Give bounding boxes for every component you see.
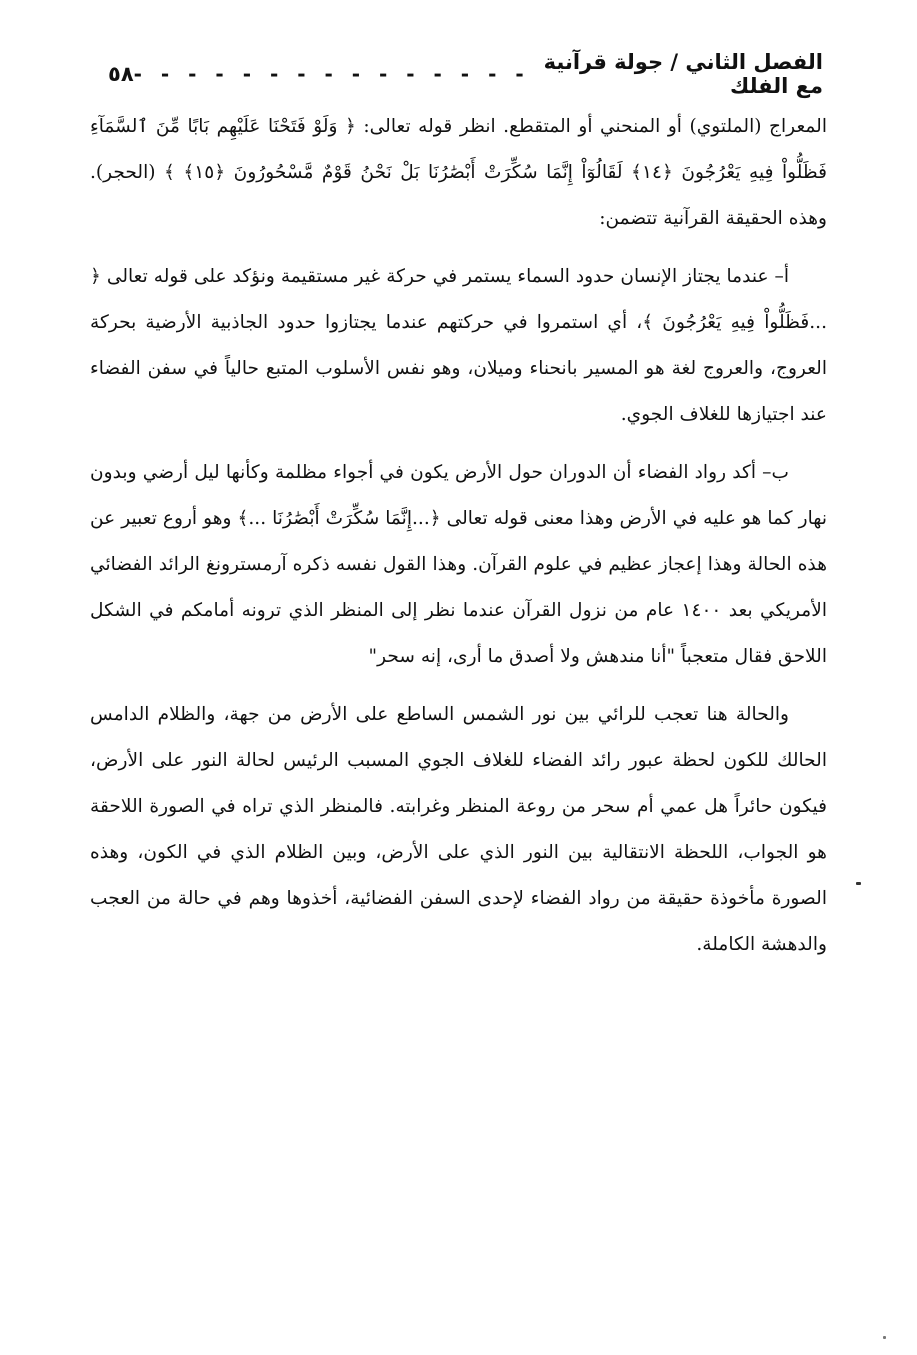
page-body	[90, 104, 827, 980]
paragraph-explanation: والحالة هنا تعجب للرائي بين نور الشمس الساطع على الأرض من جهة، والظلام الدامس الحالك للكون لحظة عبور رائد الفضاء للغلاف الجوي المسبب الرئيس لحالة النور على الأرض، فيكون حائراً هل عمي أم سحر من روعة المنظر وغرابته. فالمنظر الذي تراه في الصورة اللاحقة هو الجواب، اللحظة الانتقالية بين النور الذي على الأرض، وبين الظلام الذي في الكون، وهذه الصورة مأخوذة حقيقة من رواد الفضاء لإحدى السفن الفضائية، أخذوها وهم في حالة من العجب والدهشة الكاملة.	[90, 704, 827, 955]
page-header	[90, 50, 827, 98]
corner-speck	[883, 1336, 886, 1339]
header-dot-leader: - - - - - - - - - - - - - - -	[133, 62, 530, 86]
running-title: الفصل الثاني / جولة قرآنية مع الفلك	[543, 50, 823, 98]
paragraph-point-b: ب– أكد رواد الفضاء أن الدوران حول الأرض يكون في أجواء مظلمة وكأنها ليل أرضي وبدون نهار كما هو عليه في الأرض وهذا معنى قوله تعالى ﴿...إِنَّمَا سُكِّرَتْ أَبْصَٰرُنَا ...﴾ وهو أروع تعبير عن هذه الحالة وهذا إعجاز عظيم في علوم القرآن. وهذا القول نفسه ذكره آرمسترونغ الرائد الفضائي الأمريكي بعد ١٤٠٠ عام من نزول القرآن عندما نظر إلى المنظر الذي ترونه أمامكم في الشكل اللاحق فقال متعجباً "أنا مندهش ولا أصدق ما أرى، إنه سحر"	[90, 462, 827, 667]
paragraph-point-a: أ– عندما يجتاز الإنسان حدود السماء يستمر في حركة غير مستقيمة ونؤكد على قوله تعالى ﴿ ...فَظَلُّواْ فِيهِ يَعْرُجُونَ ﴾، أي استمروا في حركتهم عندما يجتازوا حدود الجاذبية الأرضية بحركة العروج، والعروج لغة هو المسير بانحناء وميلان، وهو نفس الأسلوب المتبع حالياً في سفن الفضاء عند اجتيازها للغلاف الجوي.	[90, 266, 827, 425]
page-number: ٥٨	[108, 62, 134, 86]
margin-mark	[856, 882, 861, 885]
paragraph-intro: المعراج (الملتوي) أو المنحني أو المتقطع. انظر قوله تعالى: ﴿ وَلَوْ فَتَحْنَا عَلَيْهِم بَابًا مِّنَ ٱلسَّمَآءِ فَظَلُّواْ فِيهِ يَعْرُجُونَ ﴿١٤﴾ لَقَالُوٓاْ إِنَّمَا سُكِّرَتْ أَبْصَٰرُنَا بَلْ نَحْنُ قَوْمٌ مَّسْحُورُونَ ﴿١٥﴾ ﴾ (الحجر). وهذه الحقيقة القرآنية تتضمن:	[90, 116, 828, 229]
